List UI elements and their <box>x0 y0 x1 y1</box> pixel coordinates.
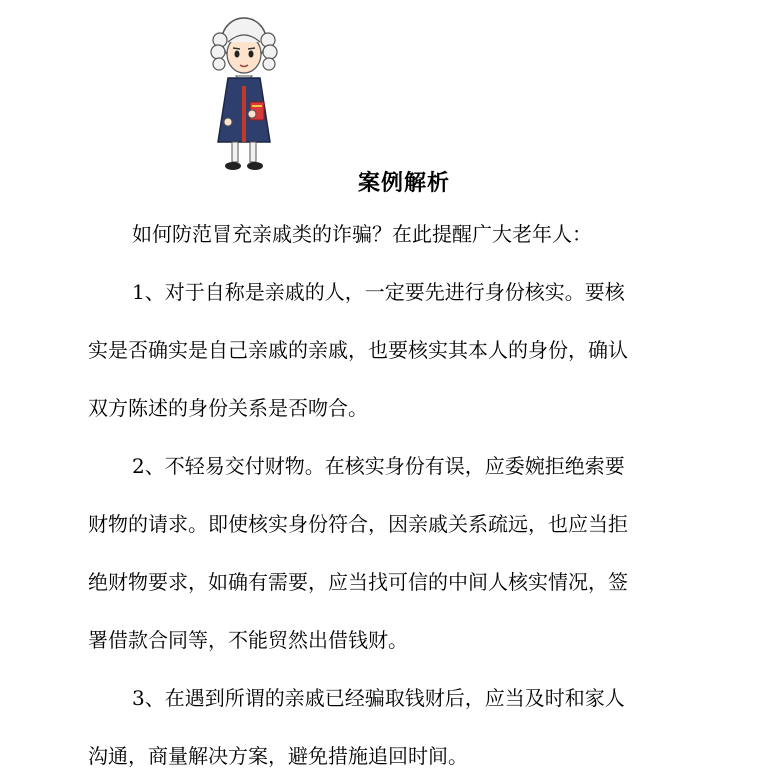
paragraph-line: 1、对于自称是亲戚的人，一定要先进行身份核实。要核 <box>132 280 625 304</box>
paragraph-line: 沟通，商量解决方案，避免措施追回时间。 <box>88 744 468 768</box>
page-title: 案例解析 <box>357 171 450 196</box>
paragraph-line: 2、不轻易交付财物。在核实身份有误，应委婉拒绝索要 <box>132 454 625 478</box>
paragraph-line: 如何防范冒充亲戚类的诈骗？在此提醒广大老年人： <box>132 222 592 246</box>
paragraph-line: 绝财物要求，如确有需要，应当找可信的中间人核实情况，签 <box>88 570 628 594</box>
judge-cartoon-icon <box>204 10 284 176</box>
paragraph-line: 3、在遇到所谓的亲戚已经骗取钱财后，应当及时和家人 <box>132 686 625 710</box>
paragraph-line: 实是否确实是自己亲戚的亲戚，也要核实其本人的身份，确认 <box>88 338 628 362</box>
paragraph-line: 双方陈述的身份关系是否吻合。 <box>88 396 368 420</box>
paragraph-line: 署借款合同等，不能贸然出借钱财。 <box>88 628 408 652</box>
paragraph-line: 财物的请求。即使核实身份符合，因亲戚关系疏远，也应当拒 <box>88 512 628 536</box>
